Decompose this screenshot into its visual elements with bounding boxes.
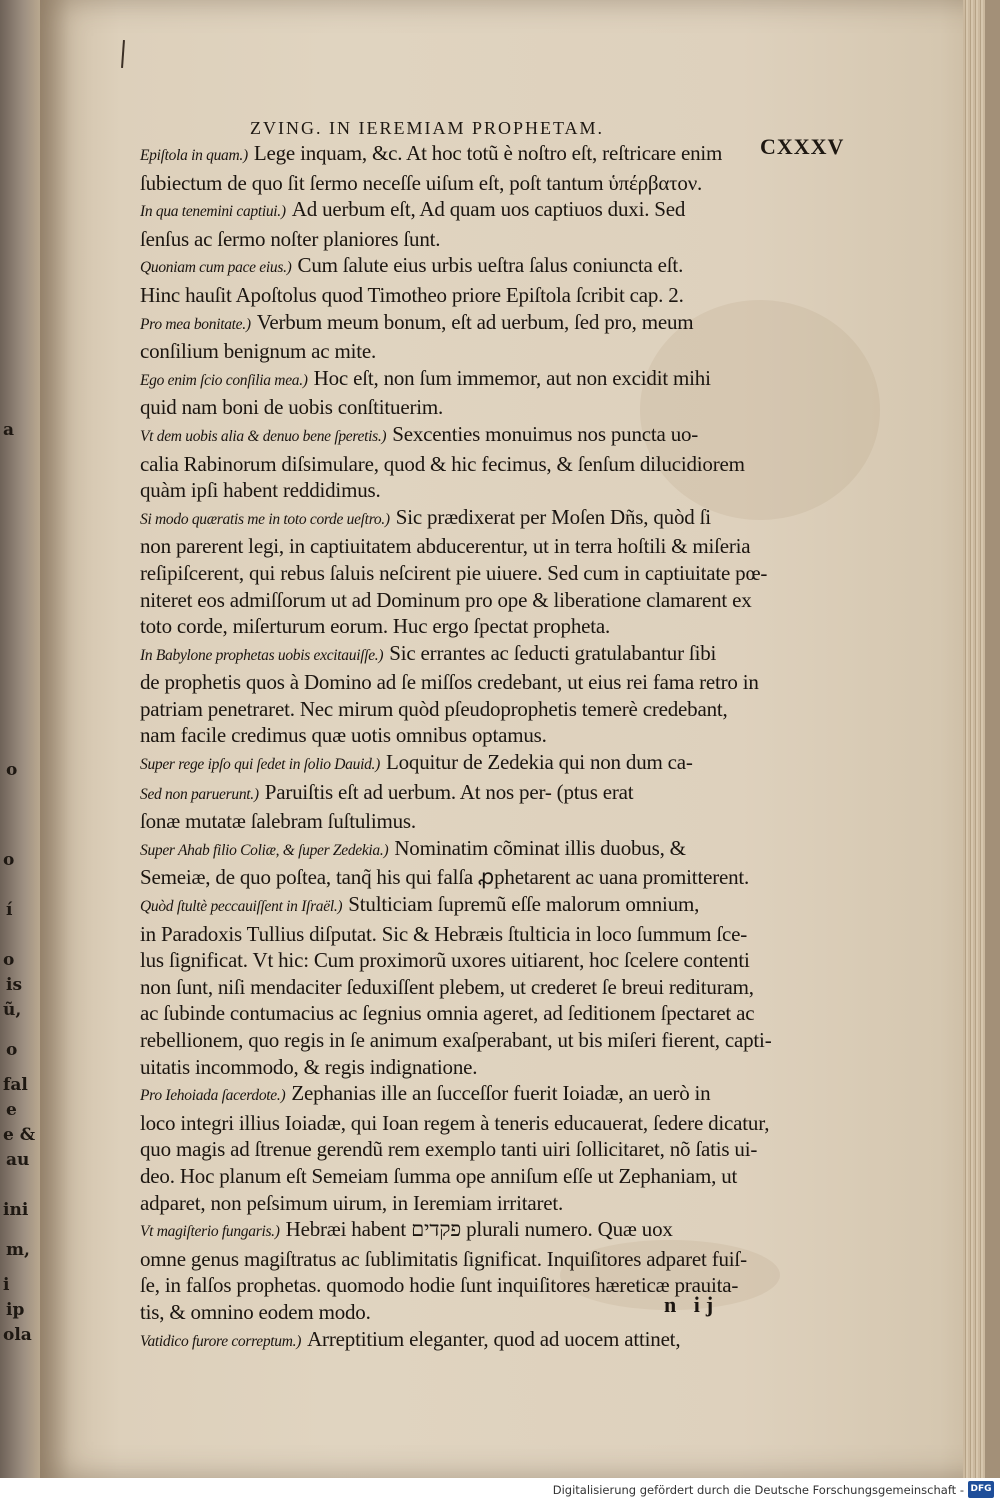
line-text: ſonæ mutatæ ſalebram ſuſtulimus. [140,809,416,834]
text-line [140,282,800,309]
text-line [140,1326,800,1356]
text-line [140,722,800,749]
line-text: ſe, in falſos prophetas. quomodo hodie ſunt inquiſitores hæreticæ prauita- [140,1273,739,1298]
line-text: loco integri illius Ioiadæ, qui Ioan regem à teneris educauerat, ſedere dicatur, [140,1110,770,1135]
line-text: nam facile credimus quæ uotis omnibus optamus. [140,723,547,748]
line-text: Hebræi habent פקדים plurali numero. Quæ uox [285,1217,673,1242]
text-line [140,974,800,1001]
lemma: Super rege ipſo qui ſedet in ſolio Dauid.) [140,756,380,774]
lemma: Super Ahab filio Coliæ, & ſuper Zedekia.) [140,841,389,859]
text-line [140,196,800,226]
text-line [140,891,800,921]
line-text: calia Rabinorum diſsimulare, quod & hic fecimus, & ſenſum dilucidiorem [140,451,745,476]
footer-credit: Digitalisierung gefördert durch die Deutsche Forschungsgemeinschaft - [552,1483,964,1497]
text-line [140,1080,800,1110]
text-line [140,533,800,560]
margin-glyph: o [3,950,15,970]
signature-mark: n ij [664,1292,720,1317]
text-line [140,808,800,835]
text-line [140,338,800,365]
line-text: ſubiectum de quo ſit ſermo neceſſe uiſum eſt, poſt tantum ὑπέρβατον. [140,170,703,195]
text-line [140,1136,800,1163]
text-line [140,749,800,779]
margin-glyph: ola [3,1325,32,1345]
text-line [140,394,800,421]
text-line [140,1190,800,1217]
line-text: non parerent legi, in captiuitatem abducerentur, ut in terra hoſtili & miſeria [140,534,751,559]
line-text: quo magis ad ſtrenue gerendũ rem exemplo tanti uiri ſollicitaret, nõ ſatis ui- [140,1137,758,1162]
line-text: Stulticiam ſupremũ eſſe malorum omnium, [348,892,700,917]
line-text: niteret eos admiſſorum ut ad Dominum pro ope & liberatione clamarent ex [140,587,752,612]
line-text: quàm ipſi habent reddidimus. [140,478,381,503]
margin-glyph: o [6,1040,18,1060]
line-text: ac ſubinde contumacius ac ſegnius omnia ageret, ad ſeditionem ſpectaret ac [140,1001,755,1026]
line-text: omne genus magiſtratus ac ſublimitatis ſignificat. Inquiſitores adparet fuiſ- [140,1246,747,1271]
margin-glyph: au [6,1150,30,1170]
text-line [140,864,800,891]
lemma: In qua tenemini captiui.) [140,203,286,221]
margin-glyph: ũ, [3,1000,22,1020]
line-text: lus ſignificat. Vt hic: Cum proximorũ uxores uitiarent, hoc ſcelere contenti [140,948,750,973]
lemma: Pro mea bonitate.) [140,315,251,333]
text-line [140,1163,800,1190]
text-line [140,504,800,534]
line-text: deo. Hoc planum eſt Semeiam ſumma ope anniſum eſſe ut Zephaniam, ut [140,1163,738,1188]
line-text: Sexcenties monuimus nos puncta uo- [392,421,699,446]
text-line [140,170,800,197]
text-line [140,252,800,282]
lemma: In Babylone prophetas uobis excitauiſſe.) [140,646,384,664]
line-text: rebellionem, quo regis in ſe animum exaſperabant, ut bis miſeri fierent, capti- [140,1028,772,1052]
lemma: Vt dem uobis alia & denuo bene ſperetis.) [140,427,387,445]
dfg-logo: DFG [968,1481,994,1498]
text-line [140,1110,800,1137]
text-line [140,451,800,478]
lemma: Vt magiſterio fungaris.) [140,1223,280,1241]
text-line [140,669,800,696]
text-line [140,365,800,395]
margin-glyph: í [6,900,13,920]
line-text: Arreptitium eleganter, quod ad uocem attinet, [307,1326,681,1351]
text-line [140,421,800,451]
margin-glyph: is [6,975,23,995]
line-text: Semeiæ, de quo poſtea, tanq̃ his qui falſa ꝓphetarent ac uana promitterent. [140,865,750,890]
line-text: Lege inquam, &c. At hoc totũ è noſtro eſt, reſtricare enim [253,141,723,165]
line-text: de prophetis quos à Domino ad ſe miſſos credebant, ut eius rei fama retro in [140,670,759,695]
text-line [140,779,800,809]
margin-glyph: o [6,760,18,780]
text-line [140,1216,800,1246]
digitization-footer [0,1478,1000,1502]
line-text: Ad uerbum eſt, Ad quam uos captiuos duxi. Sed [291,197,686,222]
text-line [140,835,800,865]
line-text: Hinc hauſit Apoſtolus quod Timotheo priore Epiſtola ſcribit cap. 2. [140,282,684,307]
text-line [140,560,800,587]
text-line [140,309,800,339]
line-text: Verbum meum bonum, eſt ad uerbum, ſed pro, meum [256,309,694,334]
text-line [140,696,800,723]
line-text: Cum ſalute eius urbis ueſtra ſalus coniuncta eſt. [297,253,684,278]
line-text: reſipiſcerent, qui rebus ſaluis neſcirent pie uiuere. Sed cum in captiuitate pœ- [140,560,768,585]
margin-glyph: e & [3,1125,36,1145]
line-text: ſenſus ac ſermo noſter planiores ſunt. [140,226,441,251]
line-text: Nominatim cõminat illis duobus, & [394,835,686,860]
text-line [140,1246,800,1273]
line-text: Paruiſtis eſt ad uerbum. At nos per- (ptus erat [264,779,634,804]
text-line [140,587,800,614]
lemma: Pro Iehoiada ſacerdote.) [140,1087,286,1105]
commentary-text-block [140,140,800,1355]
line-text: non ſunt, niſi mendaciter ſeduxiſſent plebem, ut crederet ſe breui redituram, [140,974,754,999]
margin-glyph: e [6,1100,17,1120]
running-title: ZVING. IN IEREMIAM PROPHETAM. [250,118,605,138]
margin-glyph: ip [6,1300,25,1320]
margin-glyph: ini [3,1200,29,1220]
margin-glyph: fal [3,1075,28,1095]
line-text: Loquitur de Zedekia qui non dum ca- [385,750,693,775]
text-line [140,477,800,504]
line-text: Zephanias ille an ſucceſſor fuerit Ioiadæ, an uerò in [291,1081,711,1106]
text-line [140,947,800,974]
lemma: Sed non paruerunt.) [140,785,259,803]
lemma: Vatidico furore correptum.) [140,1332,302,1350]
lemma: Si modo quæratis me in toto corde ueſtro.) [140,510,390,528]
text-line [140,1000,800,1027]
lemma: Quòd ſtultè peccauiſſent in Iſraël.) [140,898,343,916]
margin-glyph: a [3,420,15,440]
text-line [140,226,800,253]
line-text: patriam penetraret. Nec mirum quòd pſeudoprophetis temerè credebant, [140,696,728,721]
line-text: tis, & omnino eodem modo. [140,1299,371,1324]
line-text: Sic errantes ac ſeducti gratulabantur ſibi [389,640,717,665]
lemma: Epiſtola in quam.) [140,147,248,164]
text-line [140,140,800,170]
line-text: uitatis incommodo, & regis indignatione. [140,1054,478,1079]
line-text: Hoc eſt, non ſum immemor, aut non excidit mihi [313,365,711,390]
lemma: Quoniam cum pace eius.) [140,259,292,277]
margin-glyph: m, [6,1240,30,1260]
folio-number: CXXXV [760,134,845,159]
margin-glyph: o [3,850,15,870]
lemma: Ego enim ſcio conſilia mea.) [140,371,308,389]
line-text: Sic prædixerat per Moſen Dñs, quòd ſi [395,504,711,529]
line-text: quid nam boni de uobis conſtituerim. [140,395,444,420]
margin-glyph: i [3,1275,10,1295]
text-line [140,1054,800,1081]
line-text: in Paradoxis Tullius diſputat. Sic & Hebræis ſtulticia in loco ſummum ſce- [140,921,748,946]
text-line [140,1027,800,1054]
text-line [140,921,800,948]
line-text: adparet, non peſsimum uirum, in Ieremiam irritaret. [140,1190,564,1215]
text-line [140,640,800,670]
line-text: toto corde, miſerturum eorum. Huc ergo ſpectat propheta. [140,614,611,639]
page-edge-stack [963,0,985,1478]
text-line [140,613,800,640]
line-text: conſilium benignum ac mite. [140,339,377,364]
